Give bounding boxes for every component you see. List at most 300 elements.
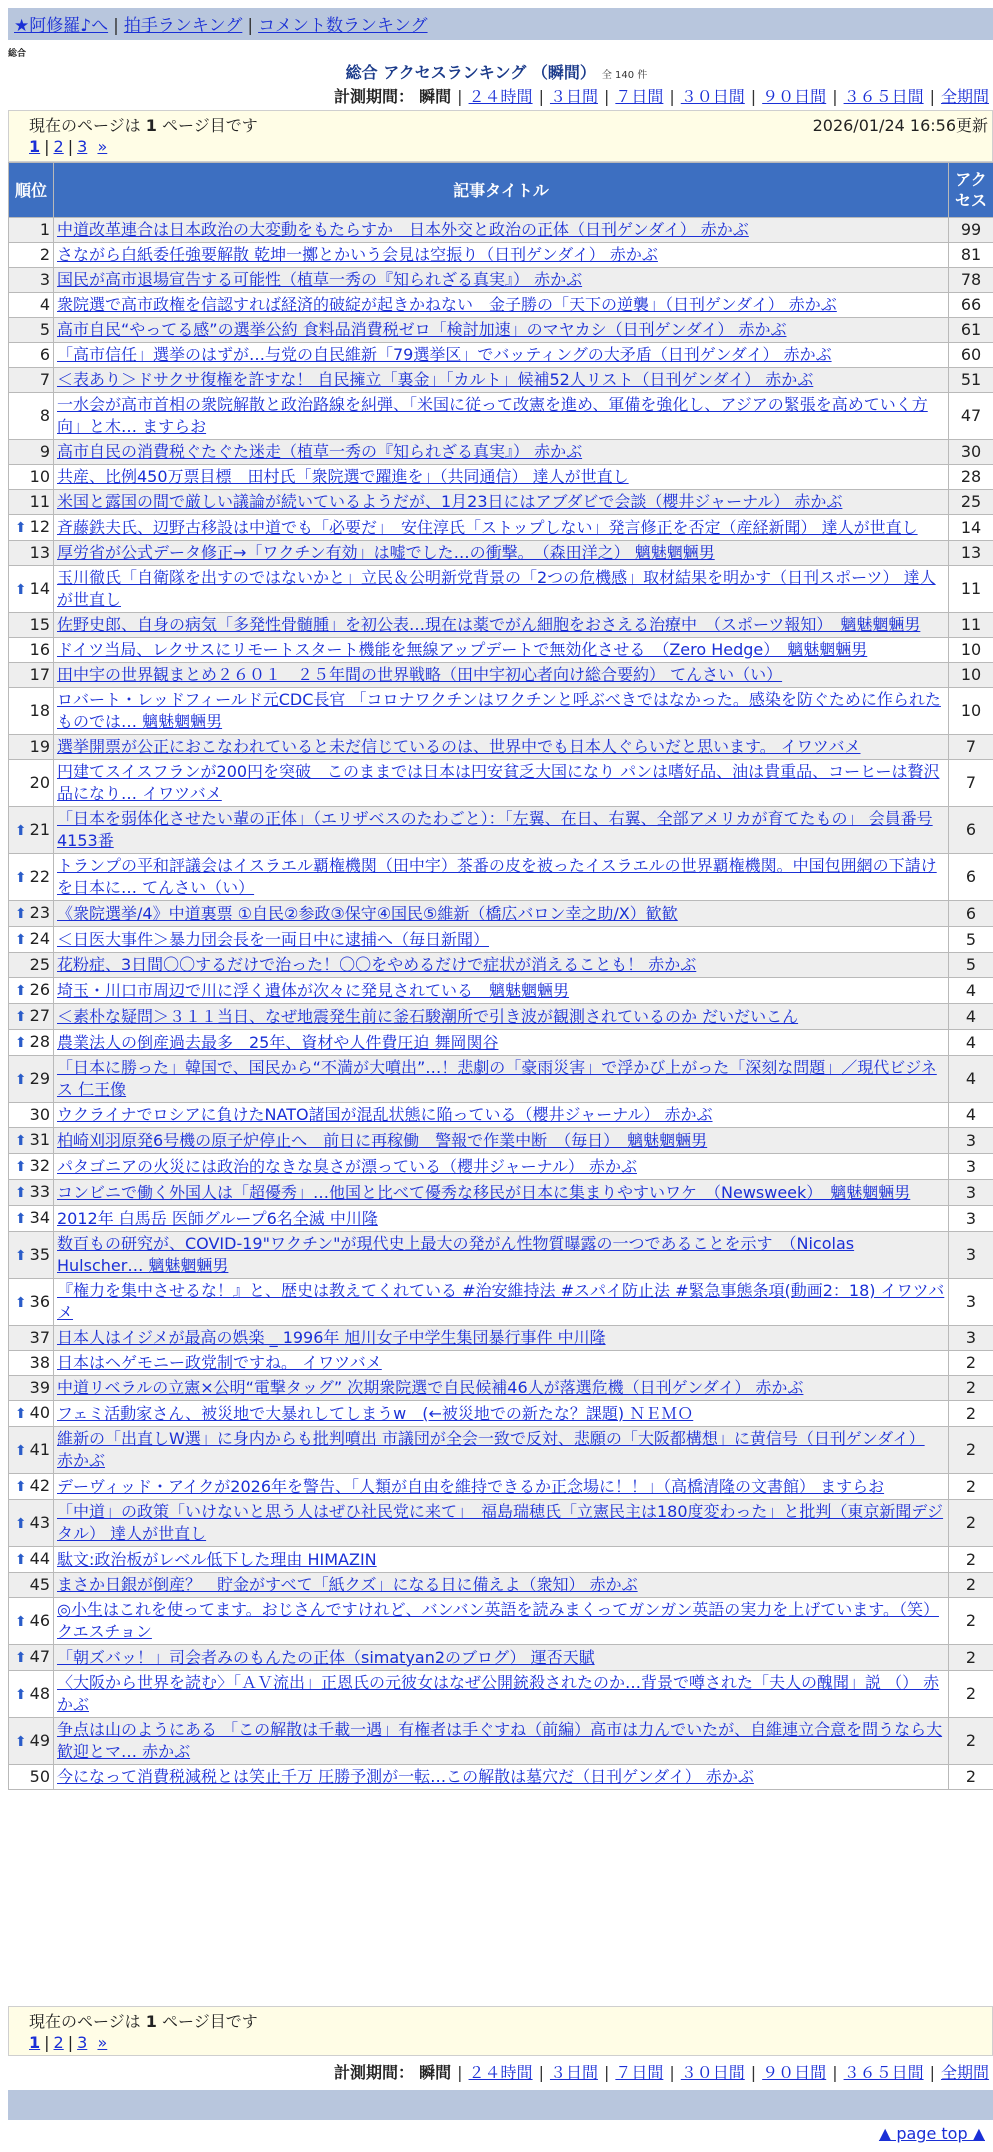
rank-up-arrow-icon: ⬆ [14, 869, 27, 886]
title-cell [54, 901, 949, 927]
access-count: 10 [949, 638, 993, 663]
article-title-link[interactable]: 「朝ズバッ！」司会者みのもんたの正体（simatyan2のブログ） 運否天賦 [57, 1647, 595, 1667]
rank-number: 14 [29, 578, 50, 598]
ranking-table [8, 162, 993, 1790]
table-row [9, 1056, 993, 1103]
rank-cell [9, 1573, 54, 1598]
rank-cell [9, 1232, 54, 1279]
rank-number: 47 [29, 1647, 50, 1666]
title-cell [54, 1474, 949, 1500]
article-title-link[interactable]: 花粉症、3日間〇〇するだけで治った！〇〇をやめるだけで症状が消えることも！ 赤かぶ [57, 955, 697, 974]
rank-up-arrow-icon: ⬆ [14, 1294, 27, 1311]
table-row [9, 1030, 993, 1056]
rank-number: 25 [29, 955, 50, 974]
rank-number: 2 [39, 245, 50, 264]
table-row [9, 268, 993, 293]
rank-cell [9, 1645, 54, 1671]
access-count: 2 [949, 1573, 993, 1598]
access-count: 5 [949, 953, 993, 978]
title-cell [54, 368, 949, 393]
table-row [9, 1401, 993, 1427]
access-count: 4 [949, 978, 993, 1004]
rank-number: 42 [29, 1476, 50, 1495]
access-count: 78 [949, 268, 993, 293]
period-label: 計測期間： [334, 87, 415, 106]
article-title-link[interactable]: 田中宇の世界観まとめ２６０１ ２５年間の世界戦略（田中宇初心者向け総合要約） てんさい（い） [57, 665, 783, 684]
page-1-link[interactable]: 1 [29, 2033, 41, 2052]
page-2-link[interactable]: 2 [53, 2033, 64, 2052]
article-title-link[interactable]: 駄文:政治板がレベル低下した理由 HIMAZIN [57, 1549, 377, 1569]
rank-number: 38 [29, 1353, 50, 1372]
title-cell [54, 1206, 949, 1232]
article-title-link[interactable]: 日本人はイジメが最高の娯楽 _ 1996年 旭川女子中学生集団暴行事件 中川隆 [57, 1328, 606, 1347]
article-title-link[interactable]: 《衆院選挙/4》中道裏票 ①自民②参政③保守④国民⑤維新（橋広バロン幸之助/Ⅹ）歓歓 [57, 903, 678, 923]
article-title-link[interactable]: 2012年 白馬岳 医師グループ6名全滅 中川隆 [57, 1208, 378, 1228]
period-label: 計測期間： [334, 2063, 415, 2082]
pager-bottom [29, 2033, 107, 2052]
table-row [9, 1103, 993, 1128]
page-info-prefix: 現在のページは [29, 116, 141, 135]
rank-number: 15 [29, 615, 50, 634]
article-title-link[interactable]: 今になって消費税減税とは笑止千万 圧勝予測が一転…この解散は墓穴だ（日刊ゲンダイ） 赤かぶ [57, 1767, 754, 1786]
rank-number: 48 [29, 1683, 50, 1703]
period-3d-link[interactable]: ３日間 [549, 2063, 598, 2082]
title-cell [54, 854, 949, 901]
rank-up-arrow-icon: ⬆ [14, 1613, 27, 1630]
page-info-suffix: ページ目です [162, 116, 258, 135]
title-cell [54, 1004, 949, 1030]
article-title-link[interactable]: コンビニで働く外国人は「超優秀」…他国と比べて優秀な移民が日本に集まりやすいワケ （Newsweek） 魑魅魍魎男 [57, 1182, 911, 1202]
table-row [9, 735, 993, 760]
access-count: 10 [949, 688, 993, 735]
rank-cell [9, 490, 54, 515]
rank-cell [9, 1004, 54, 1030]
rank-cell [9, 1376, 54, 1401]
rank-up-arrow-icon: ⬆ [14, 1009, 27, 1025]
access-count: 28 [949, 465, 993, 490]
rank-cell [9, 613, 54, 638]
access-count: 2 [949, 1376, 993, 1401]
access-count: 5 [949, 927, 993, 953]
access-count: 2 [949, 1401, 993, 1427]
table-row [9, 1154, 993, 1180]
rank-cell [9, 1206, 54, 1232]
table-row [9, 490, 993, 515]
article-title-link[interactable]: さながら白紙委任強要解散 乾坤一擲とかいう会見は空振り（日刊ゲンダイ） 赤かぶ [57, 245, 658, 264]
page-info-prefix: 現在のページは [29, 2012, 141, 2031]
period-30d-link[interactable]: ３０日間 [680, 87, 745, 106]
pager-separator: | [44, 2033, 50, 2052]
access-count: 3 [949, 1279, 993, 1326]
ranking-table-body [9, 218, 993, 1790]
rank-number: 12 [29, 517, 50, 536]
table-row [9, 1206, 993, 1232]
period-all-link[interactable]: 全期間 [940, 2063, 989, 2082]
access-count: 4 [949, 1030, 993, 1056]
page-info-text [29, 113, 258, 136]
rank-up-arrow-icon: ⬆ [14, 1650, 27, 1666]
category-label: 総合 [8, 49, 27, 59]
rank-cell [9, 1547, 54, 1573]
page-info-number: 1 [145, 2012, 157, 2031]
table-row [9, 901, 993, 927]
rank-cell [9, 1030, 54, 1056]
access-count: 3 [949, 1326, 993, 1351]
article-title-link[interactable]: 数百もの研究が、COVID-19"ワクチン"が現代史上最大の発がん性物質曝露の一つであることを示す （Nicolas Hulscher… 魑魅魍魎男 [57, 1234, 855, 1275]
rank-number: 16 [29, 640, 50, 659]
rank-number: 39 [29, 1378, 50, 1397]
rank-number: 1 [39, 220, 50, 239]
article-title-link[interactable]: 〈大阪から世界を読む〉「ＡＶ流出」正恩氏の元彼女はなぜ公開銃殺されたのか…背景で噂された「夫人の醜聞」説 （） 赤かぶ [57, 1673, 940, 1714]
article-title-link[interactable]: 斉藤鉄夫氏、辺野古移設は中道でも「必要だ」 安住淳氏「ストップしない」発言修正を否定（産経新聞） 達人が世直し [57, 517, 918, 537]
title-cell [54, 465, 949, 490]
access-count: 66 [949, 293, 993, 318]
rank-cell [9, 807, 54, 854]
article-title-link[interactable]: 中道リベラルの立憲×公明“電撃タッグ” 次期衆院選で自民候補46人が落選危機（日刊ゲンダイ） 赤かぶ [57, 1378, 804, 1397]
table-row [9, 1279, 993, 1326]
title-cell [54, 1645, 949, 1671]
rank-up-arrow-icon: ⬆ [14, 1159, 27, 1175]
access-count: 2 [949, 1671, 993, 1718]
rank-number: 45 [29, 1575, 50, 1594]
article-title-link[interactable]: 日本はヘゲモニー政党制ですね。 イワツバメ [57, 1353, 382, 1372]
article-title-link[interactable]: 円建てスイスフランが200円を突破 このままでは日本は円安貧乏大国になり パンは嗜好品、油は貴重品、コーヒーは贅沢品になり… イワツバメ [57, 762, 940, 803]
article-title-link[interactable]: 米国と露国の間で厳しい議論が続いているようだが、1月23日にはアブダビで会談（櫻井ジャーナル） 赤かぶ [57, 492, 843, 511]
pager-separator: | [67, 2033, 74, 2052]
access-count: 3 [949, 1206, 993, 1232]
period-3d-link[interactable]: ３日間 [549, 87, 598, 106]
rank-cell [9, 243, 54, 268]
rank-number: 13 [29, 543, 50, 562]
article-title-link[interactable]: パタゴニアの火災には政治的なきな臭さが漂っている（櫻井ジャーナル） 赤かぶ [57, 1156, 637, 1176]
rank-number: 9 [39, 442, 50, 461]
article-title-link[interactable]: 農業法人の倒産過去最多 25年、資材や人件費圧迫 舞岡関谷 [57, 1032, 499, 1052]
access-count: 3 [949, 1232, 993, 1279]
title-cell [54, 1232, 949, 1279]
page-1-link[interactable]: 1 [29, 137, 41, 156]
page-info-bottom [8, 2006, 993, 2056]
page-3-link[interactable]: 3 [77, 2033, 88, 2052]
article-title-link[interactable]: デーヴィッド・アイクが2026年を警告、「人類が自由を維持できるか正念場に！！」（高橋清隆の文書館） ますらお [57, 1476, 885, 1496]
rank-cell [9, 1598, 54, 1645]
title-cell [54, 218, 949, 243]
rank-number: 35 [29, 1244, 50, 1264]
top-nav [8, 8, 993, 40]
rank-cell [9, 465, 54, 490]
title-cell [54, 1351, 949, 1376]
rank-number: 31 [29, 1130, 50, 1149]
rank-cell [9, 760, 54, 807]
table-row [9, 343, 993, 368]
title-cell [54, 490, 949, 515]
access-count: 6 [949, 854, 993, 901]
page-top-link[interactable]: ▲ page top ▲ [878, 2124, 985, 2143]
comment-ranking-link[interactable]: コメント数ランキング [258, 16, 428, 36]
rank-up-arrow-icon: ⬆ [14, 1686, 27, 1703]
rank-number: 44 [29, 1549, 50, 1568]
rank-cell [9, 268, 54, 293]
title-cell [54, 1128, 949, 1154]
table-row [9, 613, 993, 638]
rank-up-arrow-icon: ⬆ [14, 1211, 27, 1227]
period-7d-link[interactable]: ７日間 [615, 87, 664, 106]
article-title-link[interactable]: 中道改革連合は日本政治の大変動をもたらすか 日本外交と政治の正体（日刊ゲンダイ） 赤かぶ [57, 220, 749, 239]
rank-up-arrow-icon: ⬆ [14, 932, 27, 948]
access-count: 99 [949, 218, 993, 243]
table-row [9, 243, 993, 268]
table-row [9, 1765, 993, 1790]
title-cell [54, 1103, 949, 1128]
rank-number: 6 [39, 345, 50, 364]
table-row [9, 953, 993, 978]
article-title-link[interactable]: 佐野史郎、自身の病気「多発性骨髄腫」を初公表…現在は薬でがん細胞をおさえる治療中 （スポーツ報知） 魑魅魍魎男 [57, 615, 921, 634]
table-row [9, 440, 993, 465]
table-row [9, 1718, 993, 1765]
table-row [9, 978, 993, 1004]
rank-cell [9, 1154, 54, 1180]
column-rank-header: 順位 [9, 163, 54, 218]
period-current: 瞬間 [419, 87, 452, 106]
access-count: 3 [949, 1128, 993, 1154]
rank-number: 36 [29, 1291, 50, 1311]
table-row [9, 393, 993, 440]
period-24h-link[interactable]: ２４時間 [468, 2063, 533, 2082]
total-count: 全 140 件 [601, 70, 648, 81]
title-cell [54, 1427, 949, 1474]
rank-number: 27 [29, 1006, 50, 1025]
title-cell [54, 343, 949, 368]
article-title-link[interactable]: フェミ活動家さん、被災地で大暴れしてしまうw (←被災地での新たな？課題) ＮＥＭＯ [57, 1403, 694, 1423]
article-title-link[interactable]: ウクライナでロシアに負けたNATO諸国が混乱状態に陥っている（櫻井ジャーナル） 赤かぶ [57, 1105, 713, 1124]
rank-number: 29 [29, 1068, 50, 1088]
title-cell [54, 1547, 949, 1573]
page-3-link[interactable]: 3 [77, 137, 88, 156]
rank-up-arrow-icon: ⬆ [14, 1479, 27, 1495]
rank-cell [9, 1765, 54, 1790]
rank-number: 18 [29, 701, 50, 720]
table-row [9, 1500, 993, 1547]
access-count: 6 [949, 901, 993, 927]
title-cell [54, 440, 949, 465]
period-30d-link[interactable]: ３０日間 [680, 2063, 745, 2082]
rank-cell [9, 978, 54, 1004]
rank-cell [9, 1500, 54, 1547]
table-row [9, 1326, 993, 1351]
next-page-link[interactable]: » [97, 2033, 108, 2052]
title-cell [54, 1376, 949, 1401]
article-title-link[interactable]: 「日本に勝った」韓国で、国民から“不満が大噴出”…！悲劇の「豪雨災害」で浮かび上がった「深刻な問題」／現代ビジネス 仁王像 [57, 1058, 937, 1099]
access-count: 3 [949, 1180, 993, 1206]
title-cell [54, 1401, 949, 1427]
access-count: 81 [949, 243, 993, 268]
table-row [9, 218, 993, 243]
article-title-link[interactable]: 高市自民“やってる感”の選挙公約 食料品消費税ゼロ「検討加速」のマヤカシ（日刊ゲンダイ） 赤かぶ [57, 320, 787, 339]
title-cell [54, 760, 949, 807]
article-title-link[interactable]: 共産、比例450万票目標 田村氏「衆院選で躍進を」（共同通信） 達人が世直し [57, 467, 629, 486]
access-count: 2 [949, 1351, 993, 1376]
table-row [9, 1598, 993, 1645]
rank-cell [9, 1326, 54, 1351]
ranking-heading [0, 60, 993, 83]
article-title-link[interactable]: 埼玉・川口市周辺で川に浮く遺体が次々に発見されている 魑魅魍魎男 [57, 980, 570, 1000]
rank-cell [9, 1474, 54, 1500]
article-title-link[interactable]: ＜表あり＞ドサクサ復権を許すな！ 自民擁立「裏金」「カルト」候補52人リスト（日刊ゲンダイ） 赤かぶ [57, 370, 814, 389]
title-cell [54, 1180, 949, 1206]
title-cell [54, 688, 949, 735]
access-count: 4 [949, 1004, 993, 1030]
article-title-link[interactable]: ＜素朴な疑問＞３１１当日、なぜ地震発生前に釜石駿潮所で引き波が観測されているのか だいだいこん [57, 1006, 799, 1026]
table-row [9, 688, 993, 735]
rank-number: 10 [29, 467, 50, 486]
table-row [9, 368, 993, 393]
rank-number: 21 [29, 819, 50, 839]
access-count: 13 [949, 541, 993, 566]
rank-cell [9, 688, 54, 735]
clap-ranking-link[interactable]: 拍手ランキング [123, 16, 243, 36]
access-count: 4 [949, 1056, 993, 1103]
article-title-link[interactable]: まさか日銀が倒産？ 貯金がすべて「紙クズ」になる日に備えよ（衆知） 赤かぶ [57, 1575, 638, 1594]
rank-up-arrow-icon: ⬆ [14, 906, 27, 922]
table-row [9, 1351, 993, 1376]
table-row [9, 927, 993, 953]
title-cell [54, 1279, 949, 1326]
table-row [9, 465, 993, 490]
period-24h-link[interactable]: ２４時間 [468, 87, 533, 106]
title-cell [54, 927, 949, 953]
rank-number: 3 [39, 270, 50, 289]
rank-up-arrow-icon: ⬆ [14, 1552, 27, 1568]
rank-up-arrow-icon: ⬆ [14, 1071, 27, 1088]
article-title-link[interactable]: 国民が高市退場宣告する可能性（植草一秀の『知られざる真実』） 赤かぶ [57, 270, 583, 289]
column-title-header: 記事タイトル [54, 163, 949, 218]
article-title-link[interactable]: ＜日医大事件＞暴力団会長を一両日中に逮捕へ（毎日新聞） [57, 929, 490, 949]
rank-cell [9, 1718, 54, 1765]
page-2-link[interactable]: 2 [53, 137, 64, 156]
article-title-link[interactable]: ドイツ当局、レクサスにリモートスタート機能を無線アップデートで無効化させる （Zero Hedge） 魑魅魍魎男 [57, 640, 868, 659]
rank-up-arrow-icon: ⬆ [14, 1733, 27, 1750]
access-count: 2 [949, 1645, 993, 1671]
rank-up-arrow-icon: ⬆ [14, 1133, 27, 1149]
access-count: 10 [949, 663, 993, 688]
access-count: 7 [949, 735, 993, 760]
access-count: 2 [949, 1427, 993, 1474]
article-title-link[interactable]: 玉川徹氏「自衛隊を出すのではないかと」立民＆公明新党背景の「2つの危機感」取材結果を明かす（日刊スポーツ） 達人が世直し [57, 568, 936, 609]
next-page-link[interactable]: » [97, 137, 108, 156]
period-7d-link[interactable]: ７日間 [615, 2063, 664, 2082]
table-row [9, 541, 993, 566]
rank-up-arrow-icon: ⬆ [14, 581, 27, 598]
rank-cell [9, 663, 54, 688]
access-count: 51 [949, 368, 993, 393]
article-title-link[interactable]: 「日本を弱体化させたい輩の正体」（エリザベスのたわごと）：「左翼、在日、右翼、全部アメリカが育てたもの」 会員番号4153番 [57, 809, 933, 850]
table-row [9, 1474, 993, 1500]
article-title-link[interactable]: トランプの平和評議会はイスラエル覇権機関（田中宇）茶番の皮を被ったイスラエルの世界覇権機関。中国包囲網の下請けを日本に… てんさい（い） [57, 856, 937, 897]
article-title-link[interactable]: 維新の「出直しW選」に身内からも批判噴出 市議団が全会一致で反対、悲願の「大阪都構想」に黄信号（日刊ゲンダイ） 赤かぶ [57, 1429, 925, 1470]
rank-cell [9, 1671, 54, 1718]
title-cell [54, 613, 949, 638]
rank-cell [9, 927, 54, 953]
rank-up-arrow-icon: ⬆ [14, 1035, 27, 1051]
rank-cell [9, 515, 54, 541]
article-title-link[interactable]: 「高市信任」選挙のはずが…与党の自民維新「79選挙区」でバッティングの大矛盾（日刊ゲンダイ） 赤かぶ [57, 345, 832, 364]
title-cell [54, 268, 949, 293]
table-row [9, 566, 993, 613]
period-365d-link[interactable]: ３６５日間 [843, 87, 924, 106]
access-count: 6 [949, 807, 993, 854]
title-cell [54, 807, 949, 854]
access-count: 60 [949, 343, 993, 368]
rank-cell [9, 1427, 54, 1474]
article-title-link[interactable]: 争点は山のようにある 「この解散は千載一遇」有権者は手ぐすね（前編）高市は力んでいたが、自維連立合意を問うなら大歓迎とマ… 赤かぶ [57, 1720, 943, 1761]
table-row [9, 1128, 993, 1154]
access-count: 61 [949, 318, 993, 343]
rank-cell [9, 393, 54, 440]
rank-number: 43 [29, 1512, 50, 1532]
article-title-link[interactable]: ロバート・レッドフィールド元CDC長官 「コロナワクチンはワクチンと呼ぶべきではなかった。感染を防ぐために作られたものでは… 魑魅魍魎男 [57, 690, 941, 731]
rank-cell [9, 638, 54, 663]
article-title-link[interactable]: 高市自民の消費税ぐたぐた迷走（植草一秀の『知られざる真実』） 赤かぶ [57, 442, 583, 461]
table-row [9, 1645, 993, 1671]
article-title-link[interactable]: 厚労省が公式データ修正→「ワクチン有効」は嘘でした…の衝撃。 （森田洋之） 魑魅魍魎男 [57, 543, 715, 562]
rank-cell [9, 318, 54, 343]
table-row [9, 1573, 993, 1598]
article-title-link[interactable]: 一水会が高市首相の衆院解散と政治路線を糾弾、「米国に従って改憲を進め、軍備を強化し、アジアの緊張を高めていく方向」と木… ますらお [57, 395, 928, 436]
table-row [9, 638, 993, 663]
period-90d-link[interactable]: ９０日間 [762, 87, 827, 106]
title-cell [54, 541, 949, 566]
period-365d-link[interactable]: ３６５日間 [843, 2063, 924, 2082]
period-90d-link[interactable]: ９０日間 [762, 2063, 827, 2082]
rank-up-arrow-icon: ⬆ [14, 1442, 27, 1459]
rank-number: 4 [39, 295, 50, 314]
rank-cell [9, 1279, 54, 1326]
article-title-link[interactable]: 「中道」の政策「いけないと思う人はぜひ社民党に来て」 福島瑞穂氏「立憲民主は180度変わった」と批判（東京新聞デジタル） 達人が世直し [57, 1502, 944, 1543]
article-title-link[interactable]: 選挙開票が公正におこなわれていると未だ信じているのは、世界中でも日本人ぐらいだと思います。 イワツバメ [57, 737, 861, 756]
rank-cell [9, 541, 54, 566]
rank-cell [9, 1180, 54, 1206]
title-cell [54, 393, 949, 440]
table-row [9, 1671, 993, 1718]
article-title-link[interactable]: 『権力を集中させるな！』と、歴史は教えてくれている #治安維持法 #スパイ防止法 #緊急事態条項(動画2：18) イワツバメ [57, 1281, 945, 1322]
pager-separator: | [67, 137, 74, 156]
rank-cell [9, 735, 54, 760]
table-row [9, 1427, 993, 1474]
rank-cell [9, 566, 54, 613]
title-cell [54, 515, 949, 541]
table-row [9, 1180, 993, 1206]
table-row [9, 318, 993, 343]
rank-cell [9, 1351, 54, 1376]
rank-cell [9, 953, 54, 978]
title-cell [54, 978, 949, 1004]
rank-cell [9, 368, 54, 393]
home-link[interactable]: ★阿修羅♪へ [14, 16, 109, 36]
article-title-link[interactable]: 衆院選で高市政権を信認すれば経済的破綻が起きかねない 金子勝の「天下の逆襲」（日刊ゲンダイ） 赤かぶ [57, 295, 837, 314]
access-count: 2 [949, 1474, 993, 1500]
period-all-link[interactable]: 全期間 [940, 87, 989, 106]
article-title-link[interactable]: ◎小生はこれを使ってます。おじさんですけれど、バンバン英語を読みまくってガンガン英語の実力を上げています。（笑） クエスチョン [57, 1600, 939, 1641]
access-count: 2 [949, 1765, 993, 1790]
bottom-bar [8, 2090, 993, 2120]
rank-up-arrow-icon: ⬆ [14, 1406, 27, 1422]
column-access-header: アクセス [949, 163, 993, 218]
page-top-wrap [879, 2124, 985, 2143]
page-info-number: 1 [145, 116, 157, 135]
article-title-link[interactable]: 柏崎刈羽原発6号機の原子炉停止へ 前日に再稼働 警報で作業中断 （毎日） 魑魅魍魎男 [57, 1130, 708, 1150]
rank-number: 28 [29, 1032, 50, 1051]
title-cell [54, 293, 949, 318]
rank-number: 49 [29, 1730, 50, 1750]
